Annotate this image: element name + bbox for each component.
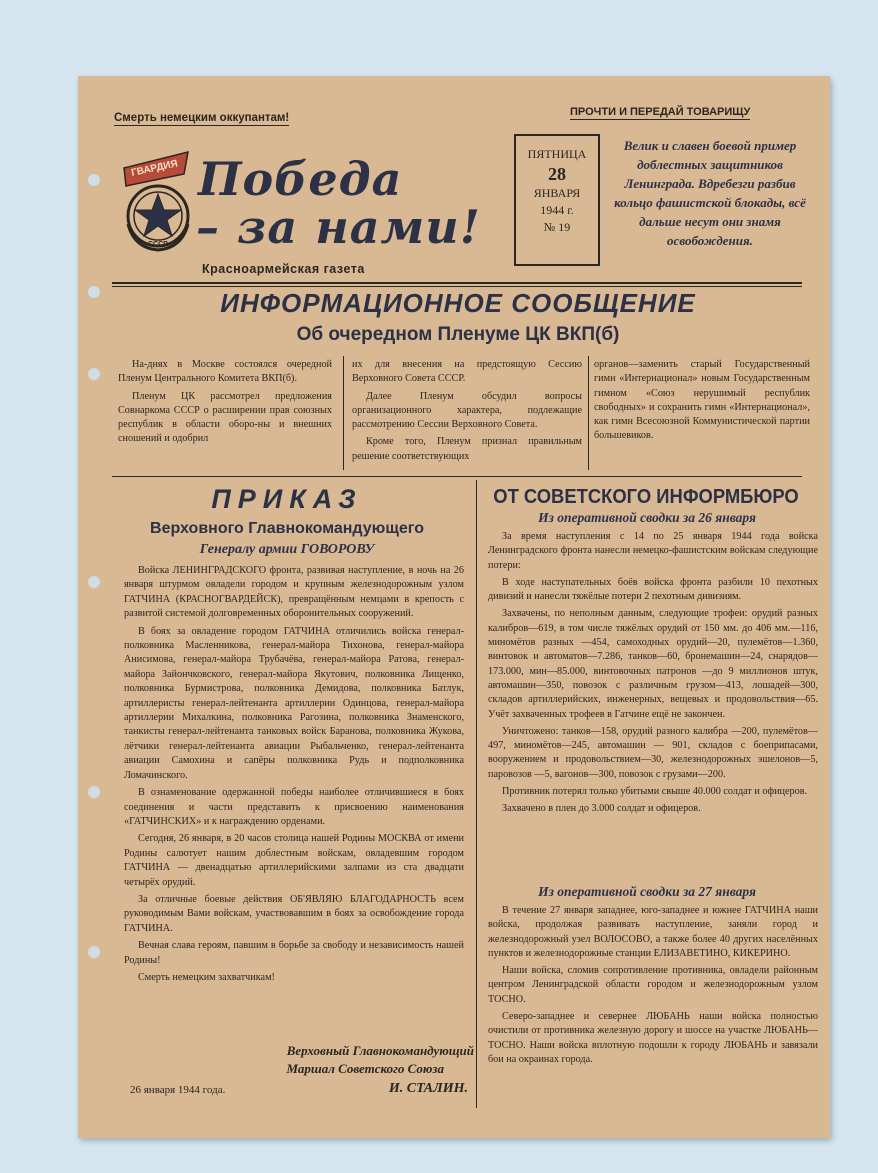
sovinform-paragraph: В ходе наступательных боёв войска фронта разбили 10 пехотных дивизий и нанесли тяжёлые потери 2 пехотным дивизиям.	[488, 576, 818, 603]
info-column-divider	[343, 356, 344, 470]
date-day: 28	[548, 164, 566, 184]
prikaz-title: ПРИКАЗ	[211, 484, 363, 514]
info-column-1	[118, 358, 332, 450]
sovinform-body-1	[488, 530, 818, 820]
sovinform-paragraph: Уничтожено: танков—158, орудий разного калибра —200, пулемётов—497, миномётов—245, автомашин — 901, складов с боеприпасами, вооружением и продовольствием—30, железнодорожных эшелонов—5, паровозов —5, вагонов—300, повозок с грузами—200.	[488, 725, 818, 780]
badge-banner-text: ГВАРДИЯ	[130, 158, 179, 179]
punch-hole	[88, 946, 100, 958]
slogan-left: Смерть немецким оккупантам!	[114, 112, 290, 124]
sovinform-subtitle-2: Из оперативной сводки за 27 января	[538, 884, 756, 899]
date-weekday: ПЯТНИЦА	[527, 147, 587, 161]
info-title: ИНФОРМАЦИОННОЕ СООБЩЕНИЕ	[220, 288, 696, 318]
punch-hole	[88, 286, 100, 298]
sovinform-title: ОТ СОВЕТСКОГО ИНФОРМБЮРО	[493, 486, 799, 508]
prikaz-body	[124, 564, 464, 988]
prikaz-paragraph: В боях за овладение городом ГАТЧИНА отличились войска генерал-полковника Масленникова, генерал-майора Тихонова, генерал-майора Анисимова, генерал-майора Трубачёва, генерал-майора Ратова, генерал-майора Зайончковского, генерал-майора Якутович, полковника Лищенко, полковника Бурмистрова, полковника Демидова, полковника Батлук, артиллеристы генерал-лейтенанта артиллерии Одинцова, генерал-майора артиллерии Михалкина, полковника Рагозина, полковника Знаменского, танкисты генерал-лейтенанта танковых войск Баранова, полковника Жукова, лётчики генерал-лейтенанта авиации Рыбальченко, генерал-лейтенанта авиации Самохина и сапёры полковника Рудь и подполковника Ломачинского.	[124, 625, 464, 781]
prikaz-paragraph: Сегодня, 26 января, в 20 часов столица нашей Родины МОСКВА от имени Родины салютует нашим доблестным войскам, овладевшим городом ГАТЧИНА — двенадцатью артиллерийскими залпами из ста двадцати четырёх орудий.	[124, 833, 464, 888]
logo-line-2: – за нами!	[196, 200, 481, 254]
info-col2-p2: Далее Пленум обсудил вопросы организационного характера, подлежащие рассмотрению Сессии Верховного Совета.	[352, 390, 582, 431]
info-column-3	[594, 358, 810, 447]
logo-line-1: Победа	[198, 152, 403, 206]
signature-line-1: Верховный Главнокомандующий	[286, 1043, 474, 1058]
main-column-divider	[476, 480, 477, 1108]
masthead-rule-thin	[112, 286, 802, 287]
info-column-divider	[588, 356, 589, 470]
info-col2-p1: их для внесения на предстоящую Сессию Верховного Совета СССР.	[352, 359, 582, 385]
prikaz-paragraph: Вечная слава героям, павшим в борьбе за свободу и независимость нашей Родины!	[124, 940, 464, 966]
date-year: 1944 г.	[540, 203, 574, 217]
prikaz-signature	[118, 1042, 474, 1078]
prikaz-subtitle: Верховного Главнокомандующего	[150, 520, 424, 537]
sovinform-paragraph: В течение 27 января западнее, юго-западнее и южнее ГАТЧИНА наши войска, продолжая развивать наступление, заняли город и железнодорожный узел ВОЛОСОВО, а также более 40 других населённых пунктов и железнодорожные станции ЕЛИЗАВЕТИНО, КИКЕРИНО.	[488, 905, 818, 959]
signature-name: И. СТАЛИН.	[388, 1081, 468, 1096]
sovinform-paragraph: Захвачено в плен до 3.000 солдат и офицеров.	[502, 803, 701, 815]
issue-number: № 19	[543, 220, 571, 234]
info-subtitle: Об очередном Пленуме ЦК ВКП(б)	[296, 324, 620, 345]
sovinform-subtitle-1: Из оперативной сводки за 26 января	[538, 510, 756, 525]
sovinform-paragraph: Противник потерял только убитыми свыше 40.000 солдат и офицеров.	[502, 786, 808, 798]
newspaper-page	[78, 76, 830, 1138]
punch-hole	[88, 368, 100, 380]
prikaz-paragraph: Войска ЛЕНИНГРАДСКОГО фронта, развивая наступление, в ночь на 26 января штурмом овладели городом и крупным железнодорожным узлом ГАТЧИНА (КРАСНОГВАРДЕЙСК), превращённым немцами в крепость с развитой системой долговременных оборонительных сооружений.	[124, 565, 464, 620]
sovinform-paragraph: Захвачены, по неполным данным, следующие трофеи: орудий разных калибров—619, в том числе тяжёлых орудий от 150 мм. до 406 мм.—116, миномётов разных —454, самоходных орудий—20, пулемётов—1.360, винтовок и автоматов—7.286, танков—60, бронемашин—24, снарядов—173.000, мин—85.000, винтовочных патронов —до 9 миллионов штук, автомашин—350, повозок с различным грузом—413, лошадей—300, складов артиллерийских, инженерных, вещевых и продовольствия—65. Учёт захваченных трофеев в Гатчине ещё не закончен.	[488, 608, 818, 720]
sovinform-paragraph: Северо-западнее и севернее ЛЮБАНЬ наши войска полностью очистили от противника железную дорогу и шоссе на участке ЛЮБАНЬ—ТОСНО. Наши войска вплотную подошли к городу ЛЮБАНЬ и завязали бои на окраинах города.	[488, 1011, 818, 1065]
info-col3-p1: органов—заменить старый Государственный гимн «Интернационал» новым Государственным гимном «Союз нерушимый республик свободных» и сохранить гимн «Интернационал», как гимн Всесоюзной Коммунистической партии большевиков.	[594, 359, 810, 442]
prikaz-addressee: Генералу армии ГОВОРОВУ	[199, 542, 375, 557]
punch-hole	[88, 576, 100, 588]
slogan-right: ПРОЧТИ И ПЕРЕДАЙ ТОВАРИЩУ	[570, 106, 751, 118]
sovinform-paragraph: За время наступления с 14 по 25 января 1944 года войска Ленинградского фронта нанесли немецко-фашистским войскам следующие потери:	[488, 531, 818, 571]
masthead-rule	[112, 282, 802, 284]
info-col2-p3: Кроме того, Пленум признал правильным решение соответствующих	[352, 436, 582, 462]
prikaz-date: 26 января 1944 года.	[130, 1084, 226, 1096]
prikaz-paragraph: В ознаменование одержанной победы наиболее отличившиеся в боях соединения и части представить к присвоению наименования «ГАТЧИНСКИХ» и к награждению орденами.	[124, 787, 464, 827]
info-column-2	[352, 358, 582, 467]
info-col1-p1: На-днях в Москве состоялся очередной Пленум Центрального Комитета ВКП(б).	[118, 359, 332, 385]
date-month: ЯНВАРЯ	[533, 186, 581, 200]
section-rule	[112, 476, 802, 477]
punch-hole	[88, 786, 100, 798]
sovinform-body-2	[488, 904, 818, 1070]
prikaz-paragraph: Смерть немецким захватчикам!	[138, 971, 275, 983]
signature-line-2: Маршал Советского Союза	[286, 1061, 444, 1076]
prikaz-paragraph: За отличные боевые действия ОБ'ЯВЛЯЮ БЛАГОДАРНОСТЬ всем руководимым Вами войскам, участвовавшим в боях за освобождение города ГАТЧИНА.	[124, 893, 464, 934]
sovinform-paragraph: Наши войска, сломив сопротивление противника, овладели районным центром Ленинградской области городом и железнодорожным узлом ТОСНО.	[488, 965, 818, 1005]
punch-hole	[88, 174, 100, 186]
side-quote: Велик и славен боевой пример доблестных защитников Ленинграда. Вдребезги разбив кольцо фашистской блокады, всё дальше несут они знамя освобождения.	[614, 138, 806, 248]
paper-subtitle: Красноармейская газета	[202, 262, 365, 276]
info-col1-p2: Пленум ЦК рассмотрел предложения Совнаркома СССР о расширении прав союзных республик в области оборо-ны и внешних сношений и одобрил	[118, 390, 332, 445]
badge-bottom-text: СССР	[148, 241, 168, 248]
date-box	[514, 134, 600, 266]
